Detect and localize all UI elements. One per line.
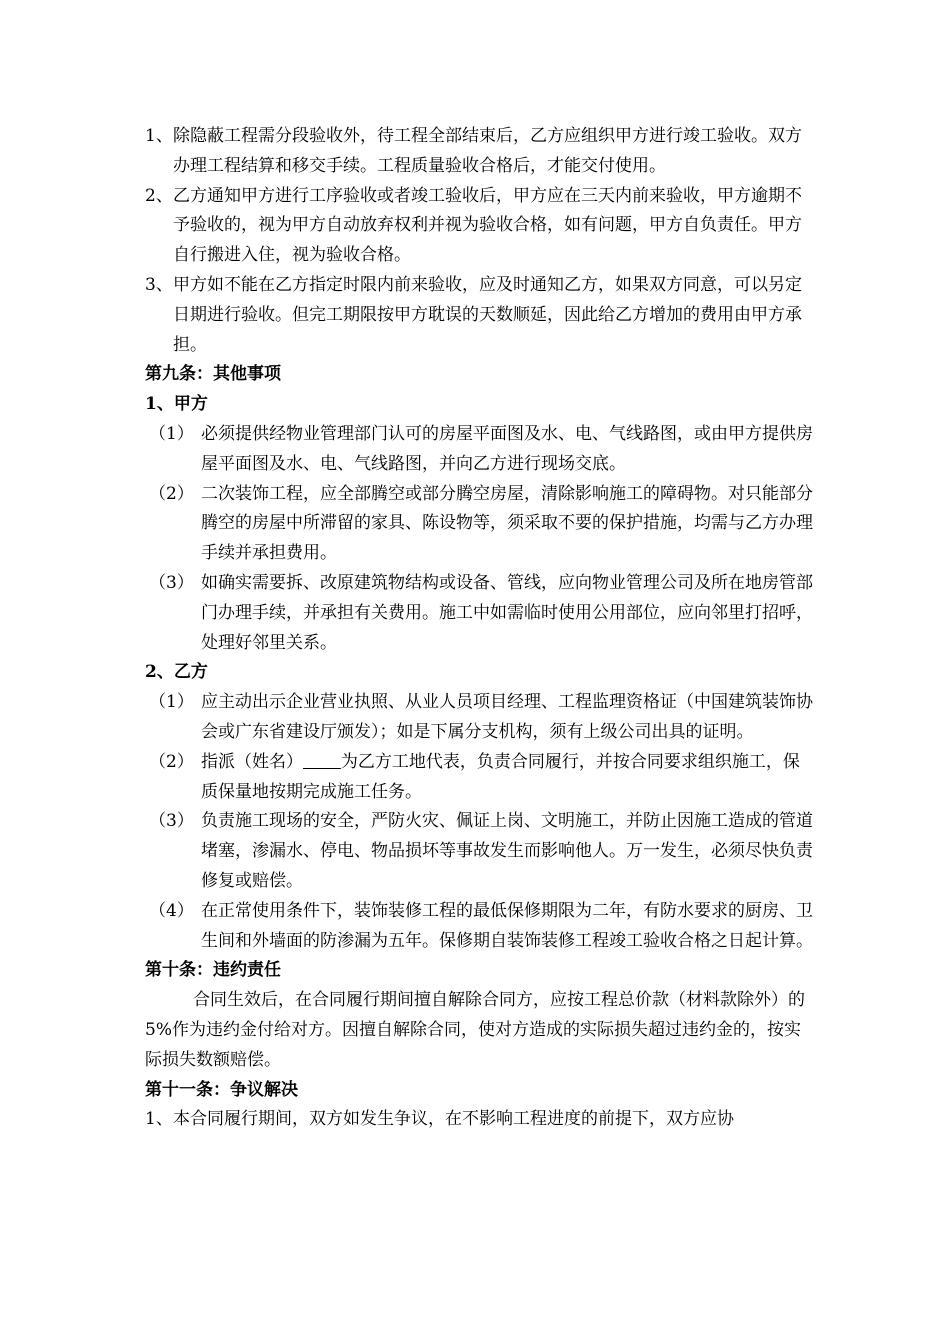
clause-text: 乙方通知甲方进行工序验收或者竣工验收后，甲方应在三天内前来验收，甲方逾期不予验收的，视为甲方自动放弃权利并视为验收合格，如有问题，甲方自负责任。甲方自行搬进入住，视为验收合格。 (173, 185, 802, 266)
item-number: （1） (149, 692, 194, 713)
item-text: 二次装饰工程，应全部腾空或部分腾空房屋，清除影响施工的障碍物。对只能部分腾空的房屋中所滞留的家具、陈设物等，须采取不要的保护措施，均需与乙方办理手续并承担费用。 (201, 483, 813, 564)
item-text-prefix: 指派（姓名） (201, 751, 303, 772)
item-number: （2） (149, 751, 194, 772)
party-a-item-1 (145, 420, 813, 480)
clause-number: 2、 (145, 185, 173, 206)
contract-body (145, 122, 813, 1135)
acceptance-clause-2 (145, 182, 813, 271)
party-b-item-4 (145, 897, 813, 957)
clause-text: 甲方如不能在乙方指定时限内前来验收，应及时通知乙方，如果双方同意，可以另定日期进行验收。但完工期限按甲方耽误的天数顺延，因此给乙方增加的费用由甲方承担。 (173, 274, 802, 355)
section-10-heading: 第十条：违约责任 (145, 960, 281, 981)
clause-number: 1、 (145, 126, 173, 146)
party-b-heading: 2、乙方 (145, 662, 208, 683)
item-number: （3） (149, 572, 194, 593)
party-b-item-1 (145, 688, 813, 748)
item-text: 在正常使用条件下，装饰装修工程的最低保修期限为二年，有防水要求的厨房、卫生间和外墙面的防渗漏为五年。保修期自装饰装修工程竣工验收合格之日起计算。 (201, 900, 813, 951)
item-text: 必须提供经物业管理部门认可的房屋平面图及水、电、气线路图，或由甲方提供房屋平面图及水、电、气线路图，并向乙方进行现场交底。 (201, 423, 813, 474)
section-9-heading: 第九条：其他事项 (145, 364, 281, 385)
section-10-paragraph: 合同生效后，在合同履行期间擅自解除合同方，应按工程总价款（材料款除外）的5%作为违约金付给对方。因擅自解除合同，使对方造成的实际损失超过违约金的，按实际损失数额赔偿。 (145, 990, 805, 1070)
clause-number: 3、 (145, 274, 173, 295)
name-blank-field[interactable] (303, 752, 341, 772)
item-number: （4） (149, 900, 194, 921)
item-text: 负责施工现场的安全，严防火灾、佩证上岗、文明施工，并防止因施工造成的管道堵塞，渗漏水、停电、物品损坏等事故发生而影响他人。万一发生，必须尽快负责修复或赔偿。 (201, 811, 813, 891)
party-a-item-3 (145, 569, 813, 658)
item-text: 如确实需要拆、改原建筑物结构或设备、管线，应向物业管理公司及所在地房管部门办理手续，并承担有关费用。施工中如需临时使用公用部位，应向邻里打招呼，处理好邻里关系。 (201, 572, 813, 653)
item-number: （3） (149, 811, 194, 832)
party-a-heading: 1、甲方 (145, 394, 208, 415)
acceptance-clause-1 (145, 122, 813, 182)
item-text: 应主动出示企业营业执照、从业人员项目经理、工程监理资格证（中国建筑装饰协会或广东省建设厅颁发）；如是下属分支机构，须有上级公司出具的证明。 (201, 692, 813, 742)
acceptance-clause-3 (145, 271, 813, 360)
clause-number: 1、 (145, 1109, 173, 1130)
party-b-item-2 (145, 748, 813, 808)
item-number: （1） (149, 423, 194, 444)
party-a-item-2 (145, 480, 813, 569)
clause-text: 本合同履行期间，双方如发生争议，在不影响工程进度的前提下，双方应协 (173, 1109, 734, 1130)
clause-text: 除隐蔽工程需分段验收外，待工程全部结束后，乙方应组织甲方进行竣工验收。双方办理工程结算和移交手续。工程质量验收合格后，才能交付使用。 (173, 126, 802, 176)
section-11-heading: 第十一条：争议解决 (145, 1079, 298, 1100)
party-b-item-3 (145, 807, 813, 896)
dispute-clause-1 (145, 1105, 813, 1135)
item-number: （2） (149, 483, 194, 504)
item-text: 为乙方工地代表，负责合同履行，并按合同要求组织施工，保质保量地按期完成施工任务。 (201, 751, 800, 802)
